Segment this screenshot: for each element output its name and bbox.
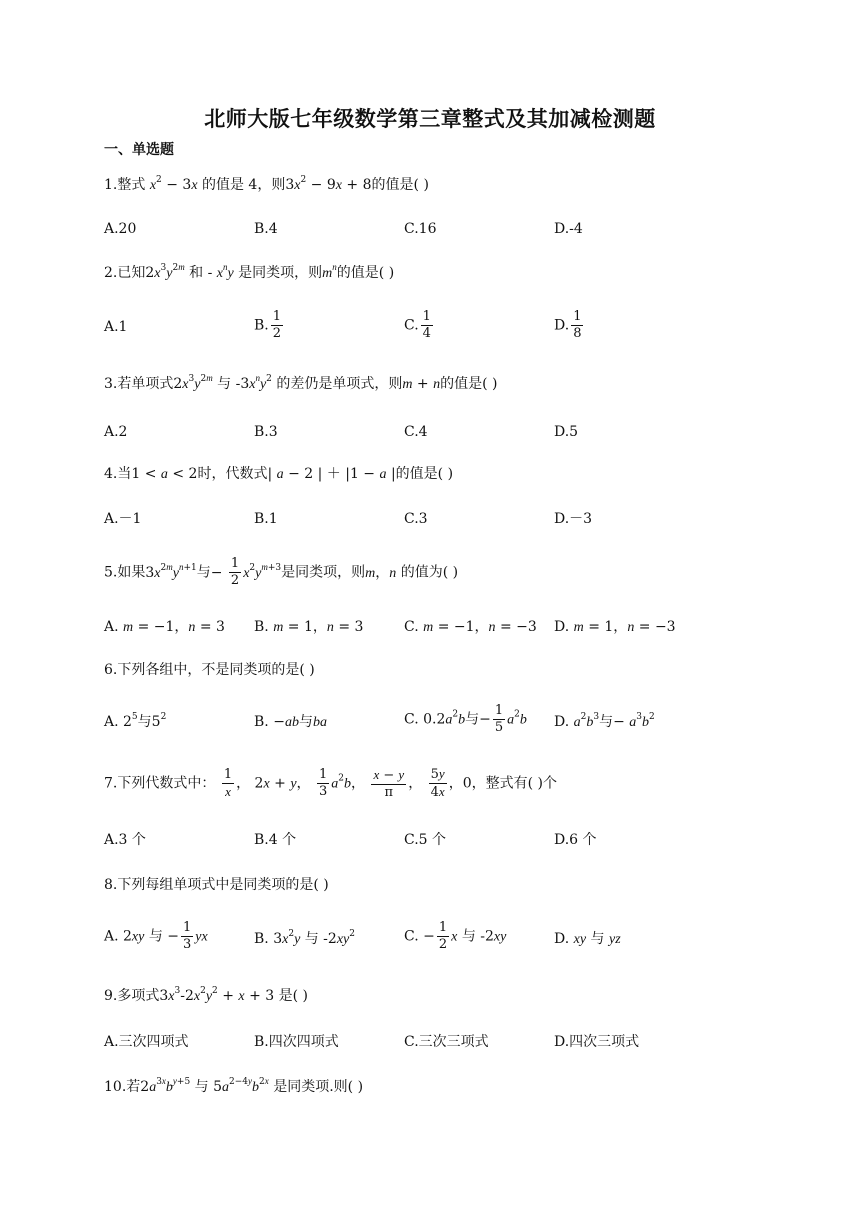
- option-d[interactable]: D.四次三项式: [554, 1034, 640, 1050]
- option-d[interactable]: D.－3: [554, 511, 593, 527]
- option-a[interactable]: A.20: [104, 221, 137, 237]
- option-c[interactable]: C.5 个: [404, 832, 447, 848]
- math-expression: $2a^{3x}b^{y+5}$: [140, 1076, 191, 1095]
- option-c[interactable]: C.4: [404, 424, 428, 440]
- option-a[interactable]: A.2: [104, 424, 128, 440]
- option-b[interactable]: B.4 个: [254, 832, 297, 848]
- option-b[interactable]: B. $\frac{1}{2}$: [254, 309, 282, 341]
- math-expression: $x^2 - 3x$: [149, 175, 198, 193]
- math-expression: $-3x^ny^2$: [231, 373, 272, 392]
- math-expression: $m^n$: [322, 262, 337, 281]
- option-b[interactable]: B. $3x^2y$ 与 $-2xy^2$: [254, 929, 355, 947]
- option-b[interactable]: B.1: [254, 511, 278, 527]
- option-b[interactable]: B.四次四项式: [254, 1034, 339, 1050]
- option-a[interactable]: A. 2xy 与 − $\frac{1}{3}$ yx: [104, 920, 208, 952]
- option-c[interactable]: C. m = −1，n = −3: [404, 619, 537, 635]
- question-10: 10.若$2a^{3x}b^{y+5}$ 与 $5a^{2-4y}b^{2x}$ 是同类项.则( ): [104, 1076, 364, 1095]
- question-3: 3.若单项式$2x^3y^{2m}$ 与 $-3x^ny^2$ 的差仍是单项式，则m + n的值是( ): [104, 373, 498, 392]
- section-heading: 一、单选题: [104, 142, 174, 158]
- option-a[interactable]: A.三次四项式: [104, 1034, 189, 1050]
- option-d[interactable]: D. $a^2b^3$与− $a^3b^2$: [554, 712, 655, 730]
- option-d[interactable]: D. xy 与 yz: [554, 931, 621, 947]
- math-expression: $3x^{2m}y^{n+1}$: [145, 561, 197, 581]
- option-d[interactable]: D.5: [554, 424, 579, 440]
- question-2: 2.已知$2x^3y^{2m}$ 和 - $x^ny$ 是同类项，则$m^n$的值是( ): [104, 262, 395, 281]
- option-d[interactable]: D. m = 1，n = −3: [554, 619, 676, 635]
- option-b[interactable]: B.4: [254, 221, 278, 237]
- option-d[interactable]: D.-4: [554, 221, 583, 237]
- math-expression: | a − 2 | ＋ |1 − a |: [267, 466, 396, 482]
- math-expression: - $x^ny$: [203, 262, 234, 281]
- math-expression: $2x^3y^{2m}$: [173, 373, 213, 392]
- question-4: 4.当1 < a < 2时，代数式| a − 2 | ＋ |1 − a |的值是( ): [104, 466, 454, 482]
- option-a[interactable]: A.－1: [104, 511, 142, 527]
- math-expression: $3x^3-2x^2y^2 + x + 3$: [159, 986, 275, 1004]
- math-expression: 1 < a < 2: [131, 466, 198, 482]
- math-expression: m + n: [402, 376, 441, 392]
- math-expression: $5a^{2-4y}b^{2x}$: [213, 1076, 269, 1095]
- option-c[interactable]: C. − $\frac{1}{2}$ x 与 -2xy: [404, 920, 507, 952]
- option-a[interactable]: A. $2^5$与$5^2$: [104, 712, 167, 730]
- option-a[interactable]: A.1: [104, 319, 128, 335]
- option-c[interactable]: C.三次三项式: [404, 1034, 489, 1050]
- option-b[interactable]: B.3: [254, 424, 278, 440]
- option-b[interactable]: B. −ab与ba: [254, 714, 327, 730]
- question-6: 6.下列各组中，不是同类项的是( ): [104, 662, 315, 678]
- option-b[interactable]: B. m = 1，n = 3: [254, 619, 364, 635]
- option-a[interactable]: A.3 个: [104, 832, 146, 848]
- option-c[interactable]: C. $0.2a^2b$与− $\frac{1}{5}$ $a^2b$: [404, 703, 527, 735]
- option-c[interactable]: C.16: [404, 221, 437, 237]
- math-expression: − $\frac{1}{2}$ $x^2y^{m+3}$: [210, 556, 282, 588]
- question-1: 1.整式 $x^2 - 3x$ 的值是 4，则$3x^2 - 9x + 8$的值是( ): [104, 175, 429, 193]
- option-c[interactable]: C.3: [404, 511, 428, 527]
- question-7: 7.下列代数式中： $\frac{1}{x}$ ， 2x + y， $\frac{1}{3}$ $a^2b$， $\frac{x - y}{\pi}$ ， $\frac{5y}{4x}$ ，0，整式有( )个: [104, 766, 557, 800]
- option-d[interactable]: D. $\frac{1}{8}$: [554, 309, 582, 341]
- math-expression: $3x^2 - 9x + 8$: [285, 175, 372, 193]
- option-a[interactable]: A. m = −1，n = 3: [104, 619, 225, 635]
- question-5: 5.如果$3x^{2m}y^{n+1}$与− $\frac{1}{2}$ $x^2y^{m+3}$是同类项，则m，n 的值为( ): [104, 556, 459, 588]
- page-title: 北师大版七年级数学第三章整式及其加减检测题: [204, 107, 656, 131]
- question-8: 8.下列每组单项式中是同类项的是( ): [104, 877, 329, 893]
- option-d[interactable]: D.6 个: [554, 832, 597, 848]
- math-expression: m，n: [365, 564, 397, 581]
- question-9: 9.多项式$3x^3-2x^2y^2 + x + 3$ 是( ): [104, 986, 309, 1004]
- option-c[interactable]: C. $\frac{1}{4}$: [404, 309, 431, 341]
- math-expression: $2x^3y^{2m}$: [145, 262, 185, 281]
